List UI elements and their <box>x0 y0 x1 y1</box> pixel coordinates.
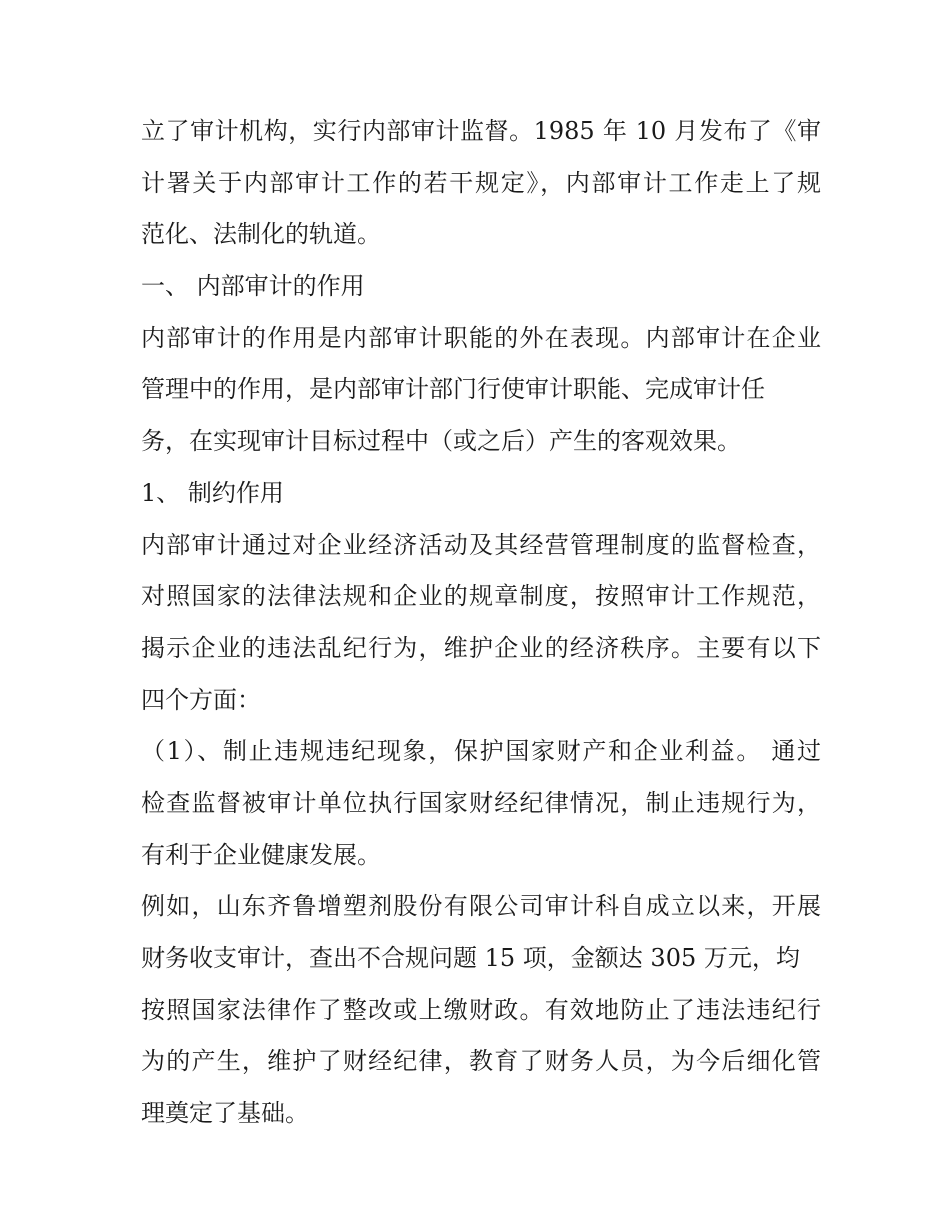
text-line: 揭示企业的违法乱纪行为，维护企业的经济秩序。主要有以下 <box>141 633 821 662</box>
section-heading: 一、 内部审计的作用 <box>141 272 365 301</box>
text-line: 对照国家的法律法规和企业的规章制度，按照审计工作规范， <box>141 582 821 611</box>
subsection-heading: 1、 制约作用 <box>141 478 284 507</box>
text-line: 财务收支审计，查出不合规问题 15 项，金额达 305 万元，均 <box>141 944 800 972</box>
text-line: 立了审计机构，实行内部审计监督。1985 年 10 月发布了《审 <box>141 117 821 145</box>
text-line: 理奠定了基础。 <box>141 1099 309 1128</box>
text-line: 内部审计通过对企业经济活动及其经营管理制度的监督检查， <box>141 530 821 559</box>
text-line: 例如，山东齐鲁增塑剂股份有限公司审计科自成立以来，开展 <box>141 892 821 921</box>
text-line: 务，在实现审计目标过程中（或之后）产生的客观效果。 <box>141 427 741 456</box>
text-line: 检查监督被审计单位执行国家财经纪律情况，制止违规行为， <box>141 788 821 817</box>
body-text <box>141 106 821 1140</box>
text-line: 内部审计的作用是内部审计职能的外在表现。内部审计在企业 <box>141 323 821 352</box>
text-line: 为的产生，维护了财经纪律，教育了财务人员，为今后细化管 <box>141 1047 821 1076</box>
text-line: 范化、法制化的轨道。 <box>141 220 381 249</box>
text-line: 计署关于内部审计工作的若干规定》，内部审计工作走上了规 <box>141 168 821 197</box>
text-line: 管理中的作用，是内部审计部门行使审计职能、完成审计任 <box>141 375 765 404</box>
text-line: 有利于企业健康发展。 <box>141 840 381 869</box>
text-line: 按照国家法律作了整改或上缴财政。有效地防止了违法违纪行 <box>141 995 821 1024</box>
text-line: 四个方面： <box>141 685 261 714</box>
text-line: （1）、制止违规违纪现象，保护国家财产和企业利益。 通过 <box>141 737 821 766</box>
